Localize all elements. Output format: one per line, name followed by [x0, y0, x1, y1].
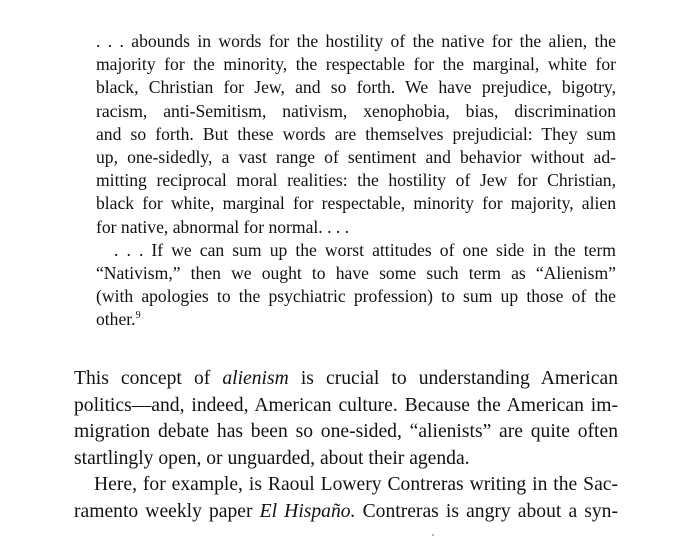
quote-line: majority for the minority, the respectable for the marginal, white for [96, 54, 616, 75]
body-line [74, 499, 618, 526]
body-line: migration debate has been so one-sided, “alienists” are quite often [74, 421, 618, 442]
body-line: politics—and, indeed, American culture. Because the American im- [74, 394, 618, 416]
quote-line: . . . abounds in words for the hostility of the native for the alien, the [96, 31, 616, 51]
emphasis-el-hispano: El Hispaño. [259, 500, 356, 522]
quote-line: up, one-sidedly, a vast range of sentiment and behavior without ad- [96, 147, 616, 168]
quote-line: other. [96, 309, 136, 330]
scan-speck [432, 534, 434, 536]
quote-line: racism, anti-Semitism, nativism, xenophobia, bias, discrimination [96, 100, 616, 121]
quote-line: black, Christian for Jew, and so forth. We have prejudice, bigotry, [96, 77, 616, 98]
body-line [74, 366, 618, 393]
quote-line: . . . If we can sum up the worst attitudes of one side in the term [114, 239, 616, 260]
body-text-run: is crucial to understanding American [288, 368, 618, 389]
quote-line: mitting reciprocal moral realities: the hostility of Jew for Christian, [96, 170, 616, 191]
quote-last-line [96, 308, 616, 331]
body-text-run: ramento weekly paper [74, 500, 260, 522]
footnote-marker: 9 [135, 310, 141, 322]
emphasis-alienism: alienism [222, 368, 289, 389]
quote-line: for native, abnormal for normal. . . . [96, 216, 350, 237]
quote-line: “Nativism,” then we ought to have some such term as “Alienism” [96, 263, 616, 284]
body-text-run: This concept of [74, 368, 223, 389]
body-paragraphs [74, 366, 618, 525]
quote-line: black for white, marginal for respectable, minority for majority, alien [96, 193, 616, 214]
quote-line: (with apologies to the psychiatric profession) to sum up those of the [96, 286, 616, 307]
body-line: startlingly open, or unguarded, about their agenda. [74, 447, 470, 469]
block-quote [96, 30, 616, 332]
body-line: Here, for example, is Raoul Lowery Contreras writing in the Sac- [94, 474, 618, 495]
body-text-run: Contreras is angry about a syn- [355, 500, 619, 522]
quote-line: and so forth. But these words are themselves prejudicial: They sum [96, 123, 616, 144]
